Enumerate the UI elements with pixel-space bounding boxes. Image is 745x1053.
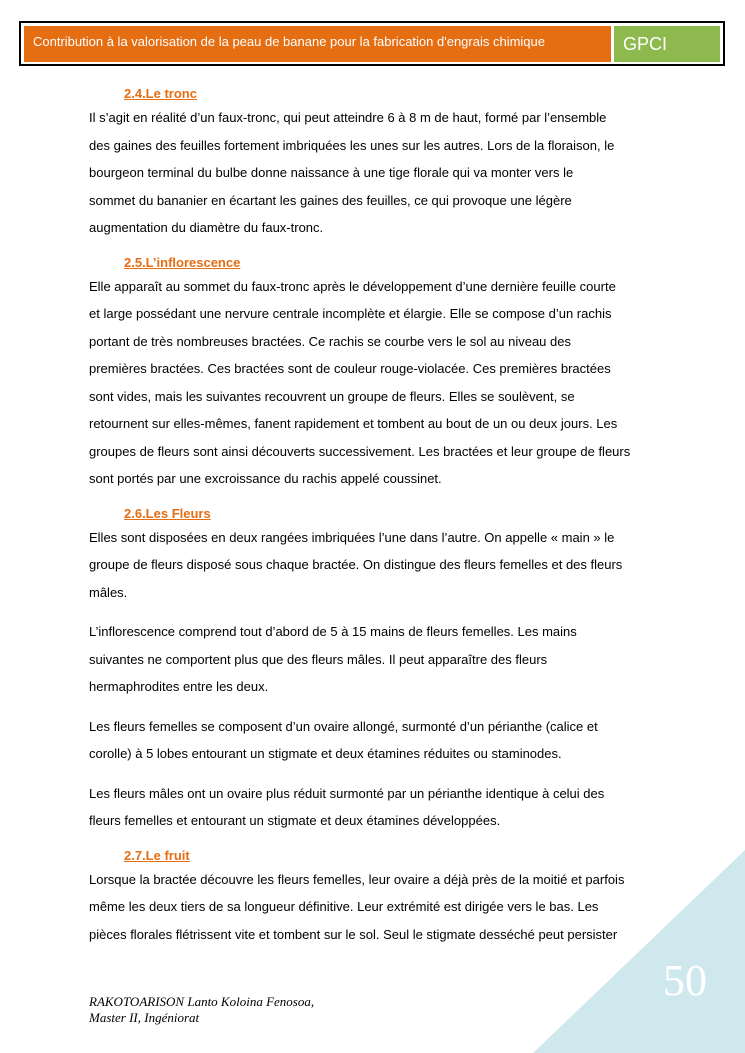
text-line: sommet du bananier en écartant les gaines des feuilles, ce qui provoque une légère xyxy=(89,192,572,208)
footer-degree: Master II, Ingéniorat xyxy=(89,1010,200,1025)
section xyxy=(89,253,664,493)
text-line: et large possédant une nervure centrale incomplète et élargie. Elle se compose d’un rachis xyxy=(89,306,612,321)
text-line: Les fleurs mâles ont un ovaire plus réduit surmonté par un périanthe identique à celui des xyxy=(89,785,605,801)
paragraph xyxy=(89,618,664,701)
text-line: retournent sur elles-mêmes, fanent rapidement et tombent au bout de un ou deux jours. Les xyxy=(89,416,618,431)
text-line: des gaines des feuilles fortement imbriquées les unes sur les autres. Lors de la floraison, le xyxy=(89,137,615,153)
section-heading: 2.5.L’inflorescence xyxy=(124,254,241,270)
document-body xyxy=(89,84,664,959)
footer-author: RAKOTOARISON Lanto Koloina Fenosoa, xyxy=(89,994,315,1009)
section xyxy=(89,84,664,242)
page-number: 50 xyxy=(663,956,707,1005)
section-heading: 2.7.Le fruit xyxy=(124,847,190,863)
paragraph xyxy=(89,524,664,607)
text-line: Elle apparaît au sommet du faux-tronc après le développement d’une dernière feuille courte xyxy=(89,278,616,294)
header-tag: GPCI xyxy=(614,26,720,62)
text-line: Les fleurs femelles se composent d’un ovaire allongé, surmonté d’un périanthe (calice et xyxy=(89,718,598,734)
text-line: groupes de fleurs sont ainsi découverts successivement. Les bractées et leur groupe de fleurs xyxy=(89,443,631,459)
text-line: bourgeon terminal du bulbe donne naissance à une tige florale qui va monter vers le xyxy=(89,165,574,180)
text-line: mâles. xyxy=(89,584,128,600)
paragraph xyxy=(89,866,664,949)
text-line: L’inflorescence comprend tout d’abord de 5 à 15 mains de fleurs femelles. Les mains xyxy=(89,624,577,639)
header-title: Contribution à la valorisation de la peau de banane pour la fabrication d'engrais chimique xyxy=(24,26,611,62)
text-line: corolle) à 5 lobes entourant un stigmate et deux étamines réduites ou staminodes. xyxy=(89,746,562,761)
text-line: Il s’agit en réalité d’un faux-tronc, qui peut atteindre 6 à 8 m de haut, formé par l’ensemble xyxy=(89,110,607,125)
paragraph xyxy=(89,713,664,768)
section-heading: 2.6.Les Fleurs xyxy=(124,505,211,521)
text-line: hermaphrodites entre les deux. xyxy=(89,679,269,694)
section xyxy=(89,504,664,835)
text-line: Elles sont disposées en deux rangées imbriquées l’une dans l’autre. On appelle « main » le xyxy=(89,529,615,545)
text-line: sont vides, mais les suivantes recouvrent un groupe de fleurs. Elles se soulèvent, se xyxy=(89,388,575,404)
paragraph xyxy=(89,780,664,835)
text-line: fleurs femelles et entourant un stigmate et deux étamines développées. xyxy=(89,813,501,828)
paragraph xyxy=(89,104,664,242)
text-line: groupe de fleurs disposé sous chaque bractée. On distingue des fleurs femelles et des fleurs xyxy=(89,557,623,572)
text-line: Lorsque la bractée découvre les fleurs femelles, leur ovaire a déjà près de la moitié et parfois xyxy=(89,871,625,887)
text-line: premières bractées. Ces bractées sont de couleur rouge-violacée. Ces premières bractées xyxy=(89,361,611,376)
text-line: pièces florales flétrissent vite et tombent sur le sol. Seul le stigmate desséché peut persister xyxy=(89,926,618,942)
text-line: augmentation du diamètre du faux-tronc. xyxy=(89,220,324,235)
text-line: même les deux tiers de sa longueur définitive. Leur extrémité est dirigée vers le bas. Les xyxy=(89,899,599,914)
text-line: sont portés par une excroissance du rachis appelé coussinet. xyxy=(89,471,442,486)
text-line: suivantes ne comportent plus que des fleurs mâles. Il peut apparaître des fleurs xyxy=(89,651,548,667)
section xyxy=(89,846,664,949)
text-line: portant de très nombreuses bractées. Ce rachis se courbe vers le sol au niveau des xyxy=(89,333,571,349)
section-heading: 2.4.Le tronc xyxy=(124,86,197,101)
paragraph xyxy=(89,273,664,493)
footer xyxy=(89,994,314,1026)
